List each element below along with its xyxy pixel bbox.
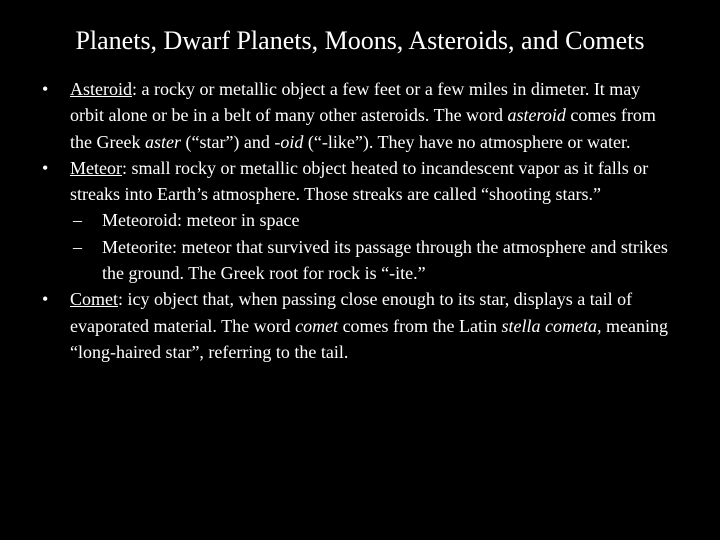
bullet-marker: • xyxy=(42,79,49,99)
sub-bullet-text: Meteorite: meteor that survived its passage through the atmosphere and strikes the ground. The Greek root for rock is “-ite.” xyxy=(102,236,668,284)
slide-title: Planets, Dwarf Planets, Moons, Asteroids, and Comets xyxy=(75,26,645,55)
italic-word: asteroid xyxy=(507,105,566,126)
bullet-asteroid xyxy=(38,76,678,155)
italic-word: -oid xyxy=(274,131,304,152)
bullet-meteor xyxy=(38,155,678,208)
bullet-comet xyxy=(38,286,678,365)
sub-bullet-meteorite xyxy=(38,234,678,287)
term-asteroid: Asteroid xyxy=(70,79,132,99)
sub-bullet-text: Meteoroid: meteor in space xyxy=(102,210,300,231)
text-segment: comes from the Latin xyxy=(338,315,502,336)
dash-marker: – xyxy=(73,236,82,257)
term-meteor: Meteor xyxy=(70,157,122,178)
text-segment: (“star”) and xyxy=(180,131,275,152)
slide-body xyxy=(38,76,678,365)
sub-bullet-meteoroid xyxy=(38,207,678,233)
bullet-marker: • xyxy=(42,157,49,178)
bullet-marker: • xyxy=(42,289,49,310)
term-comet: Comet xyxy=(70,289,118,310)
text-segment: (“-like”). They have no atmosphere or water. xyxy=(303,131,631,152)
italic-word: comet xyxy=(295,315,339,336)
italic-word: aster xyxy=(144,131,181,152)
dash-marker: – xyxy=(73,210,82,231)
text-segment: comes from the Greek xyxy=(70,105,656,152)
italic-word: stella cometa, xyxy=(501,315,602,336)
text-segment: : small rocky or metallic object heated to incandescent vapor as it falls or streaks into Earth’s atmosphere. Those streaks are called “shooting stars.” xyxy=(70,157,649,205)
text-segment: : a rocky or metallic object a few feet or a few miles in dimeter. It may orbit alone or be in a belt of many other asteroids. The word xyxy=(70,79,641,126)
text-segment: : icy object that, when passing close enough to its star, displays a tail of evaporated material. The word xyxy=(70,289,633,336)
text-segment: meaning “long-haired star”, referring to the tail. xyxy=(70,315,668,362)
